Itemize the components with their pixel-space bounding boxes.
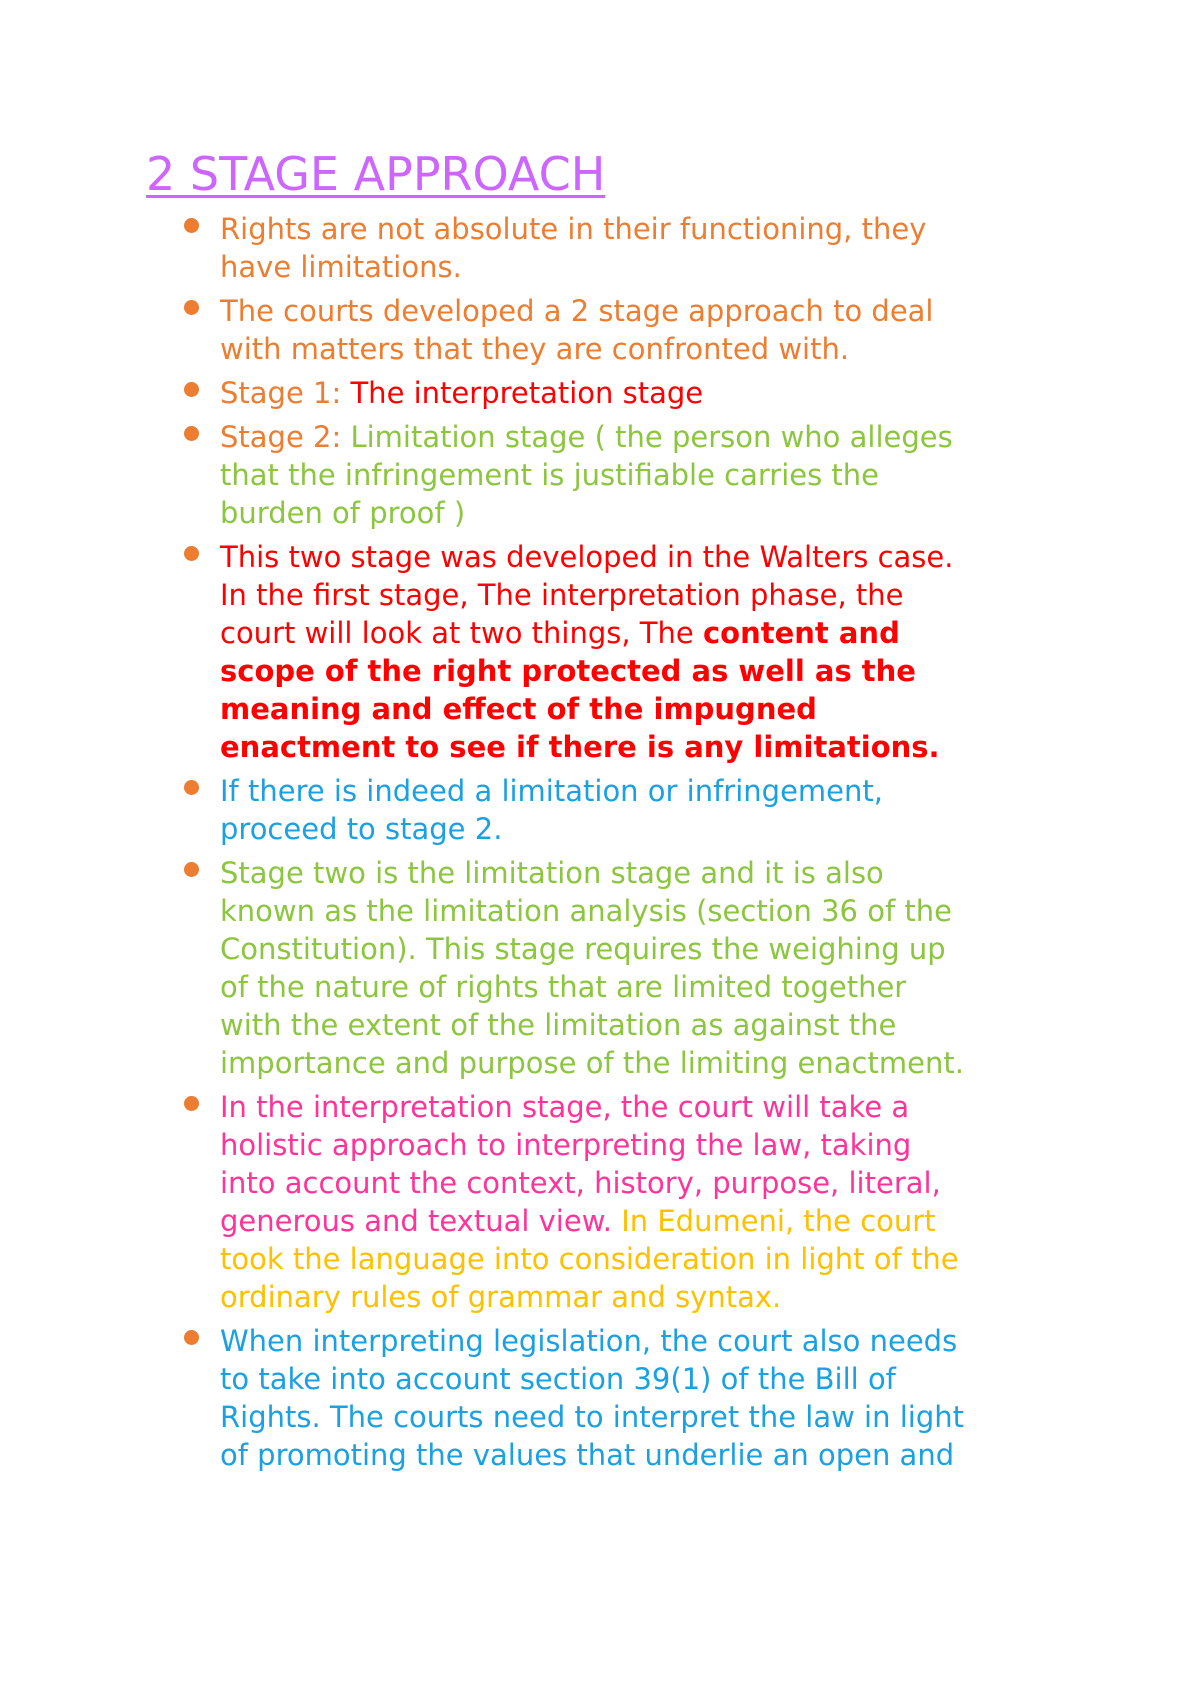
edumeni-segment: In Edumeni, the court: [621, 1204, 936, 1238]
text-line: Stage two is the limitation stage and it is also: [220, 856, 884, 890]
text-line: took the language into consideration in light of the: [220, 1242, 959, 1276]
text-line: The courts developed a 2 stage approach to deal: [220, 294, 934, 328]
stage-2-name: Limitation stage ( the person who alleges: [350, 420, 953, 454]
bold-segment: content and: [702, 616, 900, 650]
text-line: with matters that they are confronted with.: [220, 332, 850, 366]
text-line: of the nature of rights that are limited together: [220, 970, 907, 1004]
text-line: ordinary rules of grammar and syntax.: [220, 1280, 782, 1314]
bold-line: meaning and effect of the impugned: [220, 692, 817, 726]
text-line: to take into account section 39(1) of the Bill of: [220, 1362, 896, 1396]
text-line: holistic approach to interpreting the law, taking: [220, 1128, 912, 1162]
bullet-item-7: [0, 854, 1070, 1082]
text-line: This two stage was developed in the Walters case.: [220, 540, 954, 574]
stage-1-label: Stage 1:: [220, 376, 351, 410]
text-line: burden of proof ): [220, 496, 466, 530]
text-line: Constitution). This stage requires the weighing up: [220, 932, 946, 966]
bold-line: scope of the right protected as well as the: [220, 654, 916, 688]
bullet-item-9: [0, 1322, 1070, 1474]
bullet-dot-icon: [184, 1096, 199, 1111]
document-title: 2 STAGE APPROACH: [146, 147, 606, 201]
bullet-dot-icon: [184, 426, 199, 441]
bullet-item-4: [0, 418, 1070, 532]
text-line: In the first stage, The interpretation phase, the: [220, 578, 904, 612]
text-line: proceed to stage 2.: [220, 812, 503, 846]
bullet-item-1: [0, 210, 1070, 286]
bullet-dot-icon: [184, 780, 199, 795]
text-line: If there is indeed a limitation or infringement,: [220, 774, 883, 808]
bullet-dot-icon: [184, 300, 199, 315]
bullet-list: [0, 210, 1200, 1480]
text-line: [220, 1202, 1070, 1240]
text-line: Rights. The courts need to interpret the law in light: [220, 1400, 964, 1434]
bullet-item-2: [0, 292, 1070, 368]
bullet-item-6: [0, 772, 1070, 848]
text-line: [220, 374, 1070, 412]
text-line: known as the limitation analysis (section 36 of the: [220, 894, 952, 928]
bullet-dot-icon: [184, 218, 199, 233]
text-segment: generous and textual view.: [220, 1204, 622, 1238]
bold-line: enactment to see if there is any limitations.: [220, 730, 940, 764]
bullet-item-3: [0, 374, 1070, 412]
text-line: When interpreting legislation, the court also needs: [220, 1324, 958, 1358]
stage-1-name: The interpretation stage: [350, 376, 704, 410]
text-line: have limitations.: [220, 250, 462, 284]
bullet-dot-icon: [184, 862, 199, 877]
text-line: Rights are not absolute in their functioning, they: [220, 212, 927, 246]
bullet-item-8: [0, 1088, 1070, 1316]
text-line: with the extent of the limitation as against the: [220, 1008, 897, 1042]
text-line: into account the context, history, purpose, literal,: [220, 1166, 941, 1200]
text-line: of promoting the values that underlie an open and: [220, 1438, 955, 1472]
bullet-item-5: [0, 538, 1070, 766]
bullet-dot-icon: [184, 546, 199, 561]
text-line: [220, 614, 1070, 652]
stage-2-label: Stage 2:: [220, 420, 351, 454]
text-line: [220, 418, 1070, 456]
text-line: importance and purpose of the limiting enactment.: [220, 1046, 964, 1080]
text-line: that the infringement is justifiable carries the: [220, 458, 880, 492]
bullet-dot-icon: [184, 1330, 199, 1345]
text-line: In the interpretation stage, the court will take a: [220, 1090, 910, 1124]
bullet-dot-icon: [184, 382, 199, 397]
text-segment: court will look at two things, The: [220, 616, 703, 650]
